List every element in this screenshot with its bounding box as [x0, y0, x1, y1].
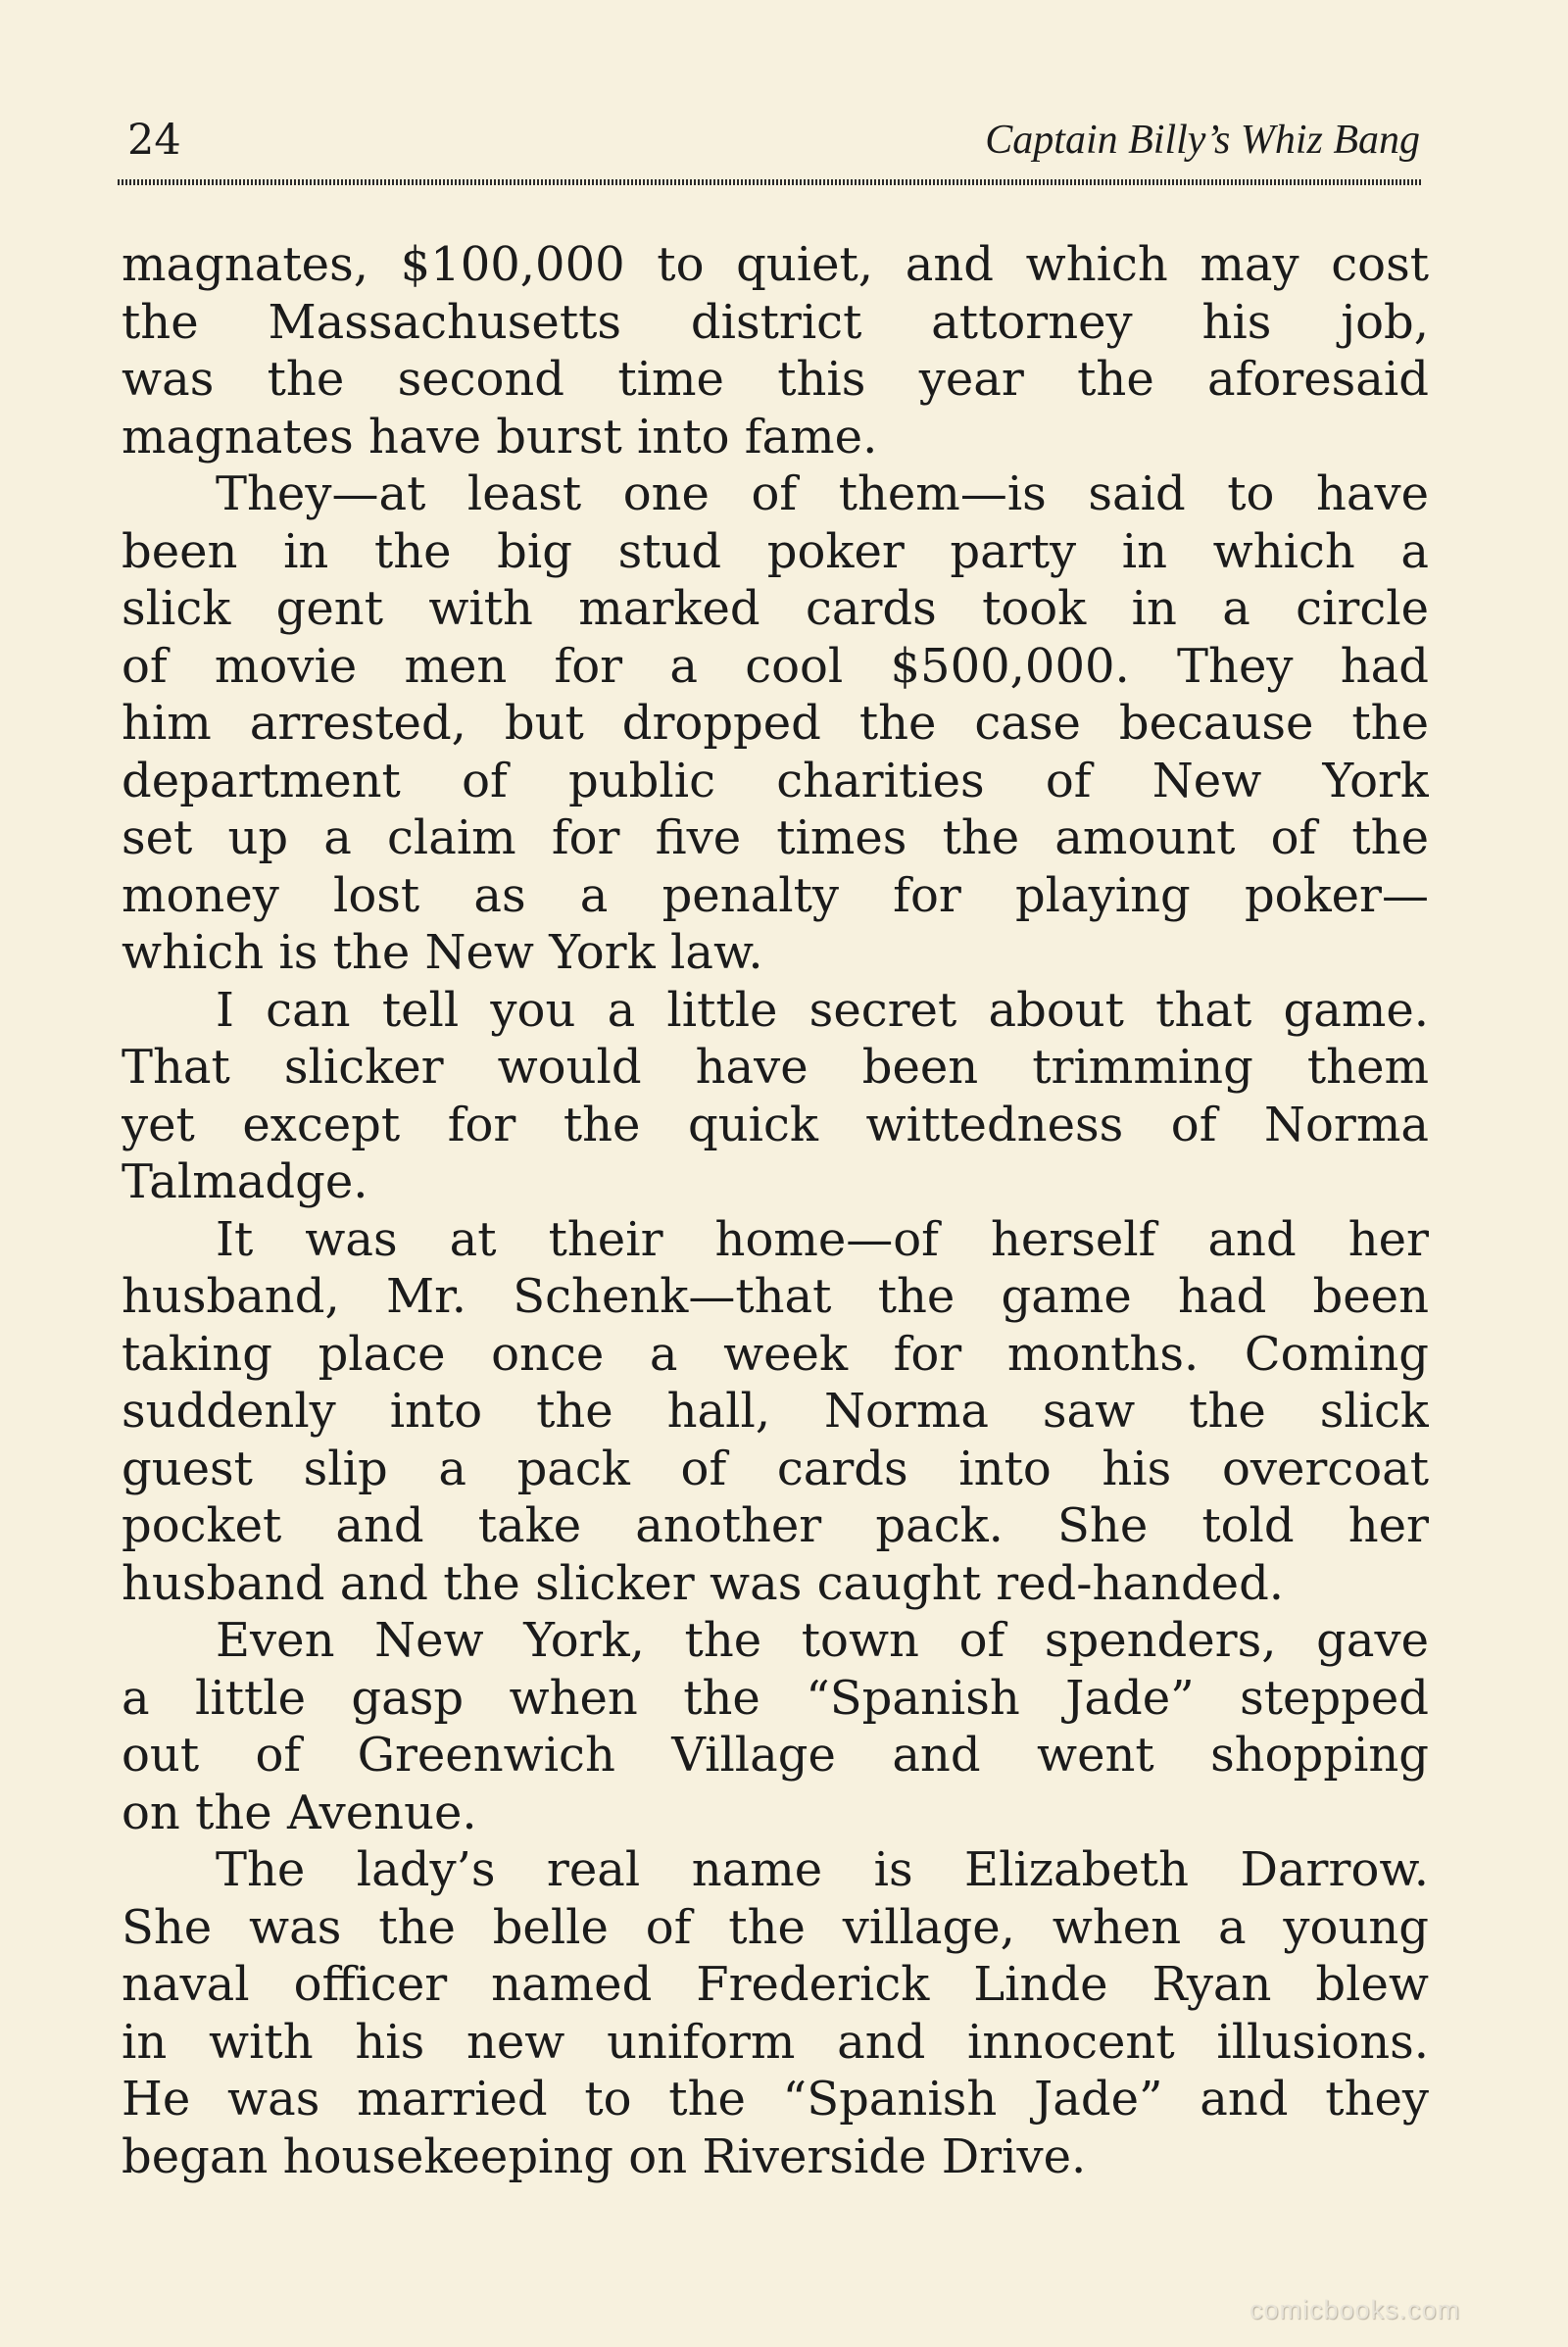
- text-line: It was at their home—of herself and her: [216, 1211, 1429, 1267]
- text-line: Even New York, the town of spenders, gave: [216, 1613, 1429, 1668]
- text-line: out of Greenwich Village and went shopping: [122, 1728, 1429, 1783]
- running-header: [122, 106, 1420, 174]
- text-line: on the Avenue.: [122, 1785, 477, 1840]
- header-divider: [118, 179, 1421, 185]
- text-line: magnates, $100,000 to quiet, and which may cost: [122, 237, 1429, 292]
- text-line: That slicker would have been trimming them: [122, 1040, 1429, 1095]
- text-line: husband, Mr. Schenk—that the game had been: [122, 1269, 1429, 1324]
- watermark: comicbooks.com: [1250, 2295, 1461, 2324]
- text-line: money lost as a penalty for playing poker—: [122, 867, 1429, 923]
- text-line: husband and the slicker was caught red-handed.: [122, 1555, 1285, 1611]
- text-line: the Massachusetts district attorney his job,: [122, 294, 1429, 350]
- text-line: of movie men for a cool $500,000. They had: [122, 638, 1429, 694]
- text-line: guest slip a pack of cards into his overcoat: [122, 1441, 1429, 1496]
- text-line: Talmadge.: [122, 1154, 368, 1209]
- text-line: The lady’s real name is Elizabeth Darrow.: [216, 1842, 1429, 1897]
- text-line: set up a claim for five times the amount of the: [122, 810, 1429, 865]
- text-line: began housekeeping on Riverside Drive.: [122, 2128, 1087, 2184]
- text-line: They—at least one of them—is said to have: [216, 466, 1429, 521]
- text-line: magnates have burst into fame.: [122, 409, 878, 465]
- text-line: yet except for the quick wittedness of Norma: [122, 1097, 1429, 1152]
- text-line: been in the big stud poker party in which a: [122, 523, 1429, 579]
- text-line: I can tell you a little secret about that game.: [216, 982, 1429, 1038]
- text-line: pocket and take another pack. She told her: [122, 1498, 1429, 1553]
- text-line: which is the New York law.: [122, 925, 763, 980]
- text-line: was the second time this year the aforesaid: [122, 352, 1429, 407]
- magazine-title: Captain Billy’s Whiz Bang: [985, 118, 1420, 163]
- text-line: naval officer named Frederick Linde Ryan blew: [122, 1957, 1429, 2012]
- text-line: a little gasp when the “Spanish Jade” stepped: [122, 1670, 1429, 1726]
- page-number: 24: [127, 116, 181, 165]
- article-text: [122, 236, 1429, 2185]
- text-line: suddenly into the hall, Norma saw the slick: [122, 1384, 1429, 1439]
- text-line: him arrested, but dropped the case because the: [122, 696, 1429, 751]
- text-line: slick gent with marked cards took in a circle: [122, 581, 1429, 636]
- text-line: taking place once a week for months. Coming: [122, 1326, 1429, 1382]
- text-line: department of public charities of New York: [122, 753, 1429, 808]
- text-line: She was the belle of the village, when a young: [122, 1899, 1429, 1955]
- text-line: He was married to the “Spanish Jade” and they: [122, 2072, 1429, 2127]
- text-line: in with his new uniform and innocent illusions.: [122, 2014, 1429, 2070]
